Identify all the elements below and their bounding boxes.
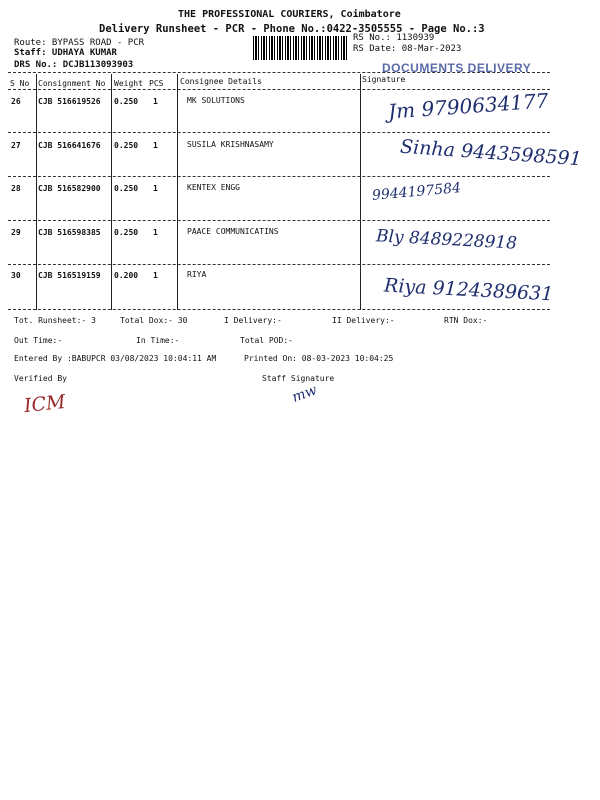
row-signature: Sinha 9443598591 [399, 135, 583, 171]
col-signature: Signature [362, 75, 406, 84]
entered-by: Entered By :BABUPCR 03/08/2023 10:04:11 AM [14, 354, 217, 363]
header-top-rule [8, 72, 550, 73]
company-title: THE PROFESSIONAL COURIERS, Coimbatore [178, 9, 401, 20]
row-consignee: MK SOLUTIONS [187, 96, 245, 105]
row-consignment: CJB 516619526 [38, 97, 101, 106]
row-consignee: RIYA [187, 270, 207, 279]
total-pod: Total POD:- [240, 336, 293, 345]
row-pcs: 1 [153, 228, 158, 237]
col-divider [111, 74, 112, 310]
row-signature: Bly 8489228918 [375, 226, 518, 254]
staff-label: Staff: UDHAYA KUMAR [14, 48, 117, 58]
row-consignment: CJB 516519159 [38, 271, 101, 280]
row-sno: 26 [11, 97, 21, 106]
row-rule [8, 264, 550, 265]
staff-signature-label: Staff Signature [262, 374, 335, 383]
second-delivery: II Delivery:- [332, 316, 395, 325]
row-pcs: 1 [153, 271, 158, 280]
row-weight: 0.250 [114, 141, 139, 150]
col-consignment: Consignment No [38, 79, 106, 88]
drs-number: DRS No.: DCJB113093903 [14, 60, 134, 70]
row-consignee: KENTEX ENGG [187, 183, 240, 192]
col-sno: S No [10, 79, 30, 88]
col-pcs: PCS [149, 79, 164, 88]
row-weight: 0.250 [114, 228, 139, 237]
row-pcs: 1 [153, 141, 158, 150]
documents-delivery-stamp: DOCUMENTS DELIVERY [382, 61, 532, 75]
row-sno: 30 [11, 271, 21, 280]
row-sno: 29 [11, 228, 21, 237]
row-consignee: PAACE COMMUNICATINS [187, 227, 279, 236]
row-rule [8, 132, 550, 133]
runsheet-subtitle: Delivery Runsheet - PCR - Phone No.:0422-3505555 - Page No.:3 [99, 23, 485, 35]
row-pcs: 1 [153, 97, 158, 106]
row-signature: Riya 9124389631 [383, 274, 554, 306]
verified-initials: ICM [22, 390, 67, 418]
row-signature: 9944197584 [371, 180, 462, 204]
row-pcs: 1 [153, 184, 158, 193]
row-consignment: CJB 516641676 [38, 141, 101, 150]
row-rule [8, 309, 550, 310]
col-weight: Weight [114, 79, 143, 88]
row-sno: 27 [11, 141, 21, 150]
verified-by-label: Verified By [14, 374, 67, 383]
row-weight: 0.250 [114, 184, 139, 193]
col-consignee: Consignee Details [180, 77, 262, 86]
row-rule [8, 220, 550, 221]
row-weight: 0.250 [114, 97, 139, 106]
row-consignee: SUSILA KRISHNASAMY [187, 140, 274, 149]
out-time: Out Time:- [14, 336, 63, 345]
barcode [253, 36, 347, 60]
return-dox: RTN Dox:- [444, 316, 488, 325]
header-bottom-rule [8, 89, 550, 90]
col-divider [177, 74, 178, 310]
col-divider [360, 74, 361, 310]
total-runsheet: Tot. Runsheet:- 3 [14, 316, 96, 325]
row-weight: 0.200 [114, 271, 139, 280]
route-label: Route: BYPASS ROAD - PCR [14, 38, 145, 48]
staff-signature-scribble: mw [290, 382, 320, 406]
row-consignment: CJB 516598385 [38, 228, 101, 237]
first-delivery: I Delivery:- [224, 316, 282, 325]
row-signature: Jm 9790634177 [387, 88, 550, 124]
row-consignment: CJB 516582900 [38, 184, 101, 193]
printed-on: Printed On: 08-03-2023 10:04:25 [244, 354, 394, 363]
row-rule [8, 176, 550, 177]
col-divider [36, 74, 37, 310]
rs-number: RS No.: 1130939 [353, 33, 435, 43]
rs-date: RS Date: 08-Mar-2023 [353, 44, 462, 54]
row-sno: 28 [11, 184, 21, 193]
total-dox: Total Dox:- 30 [120, 316, 188, 325]
in-time: In Time:- [136, 336, 180, 345]
